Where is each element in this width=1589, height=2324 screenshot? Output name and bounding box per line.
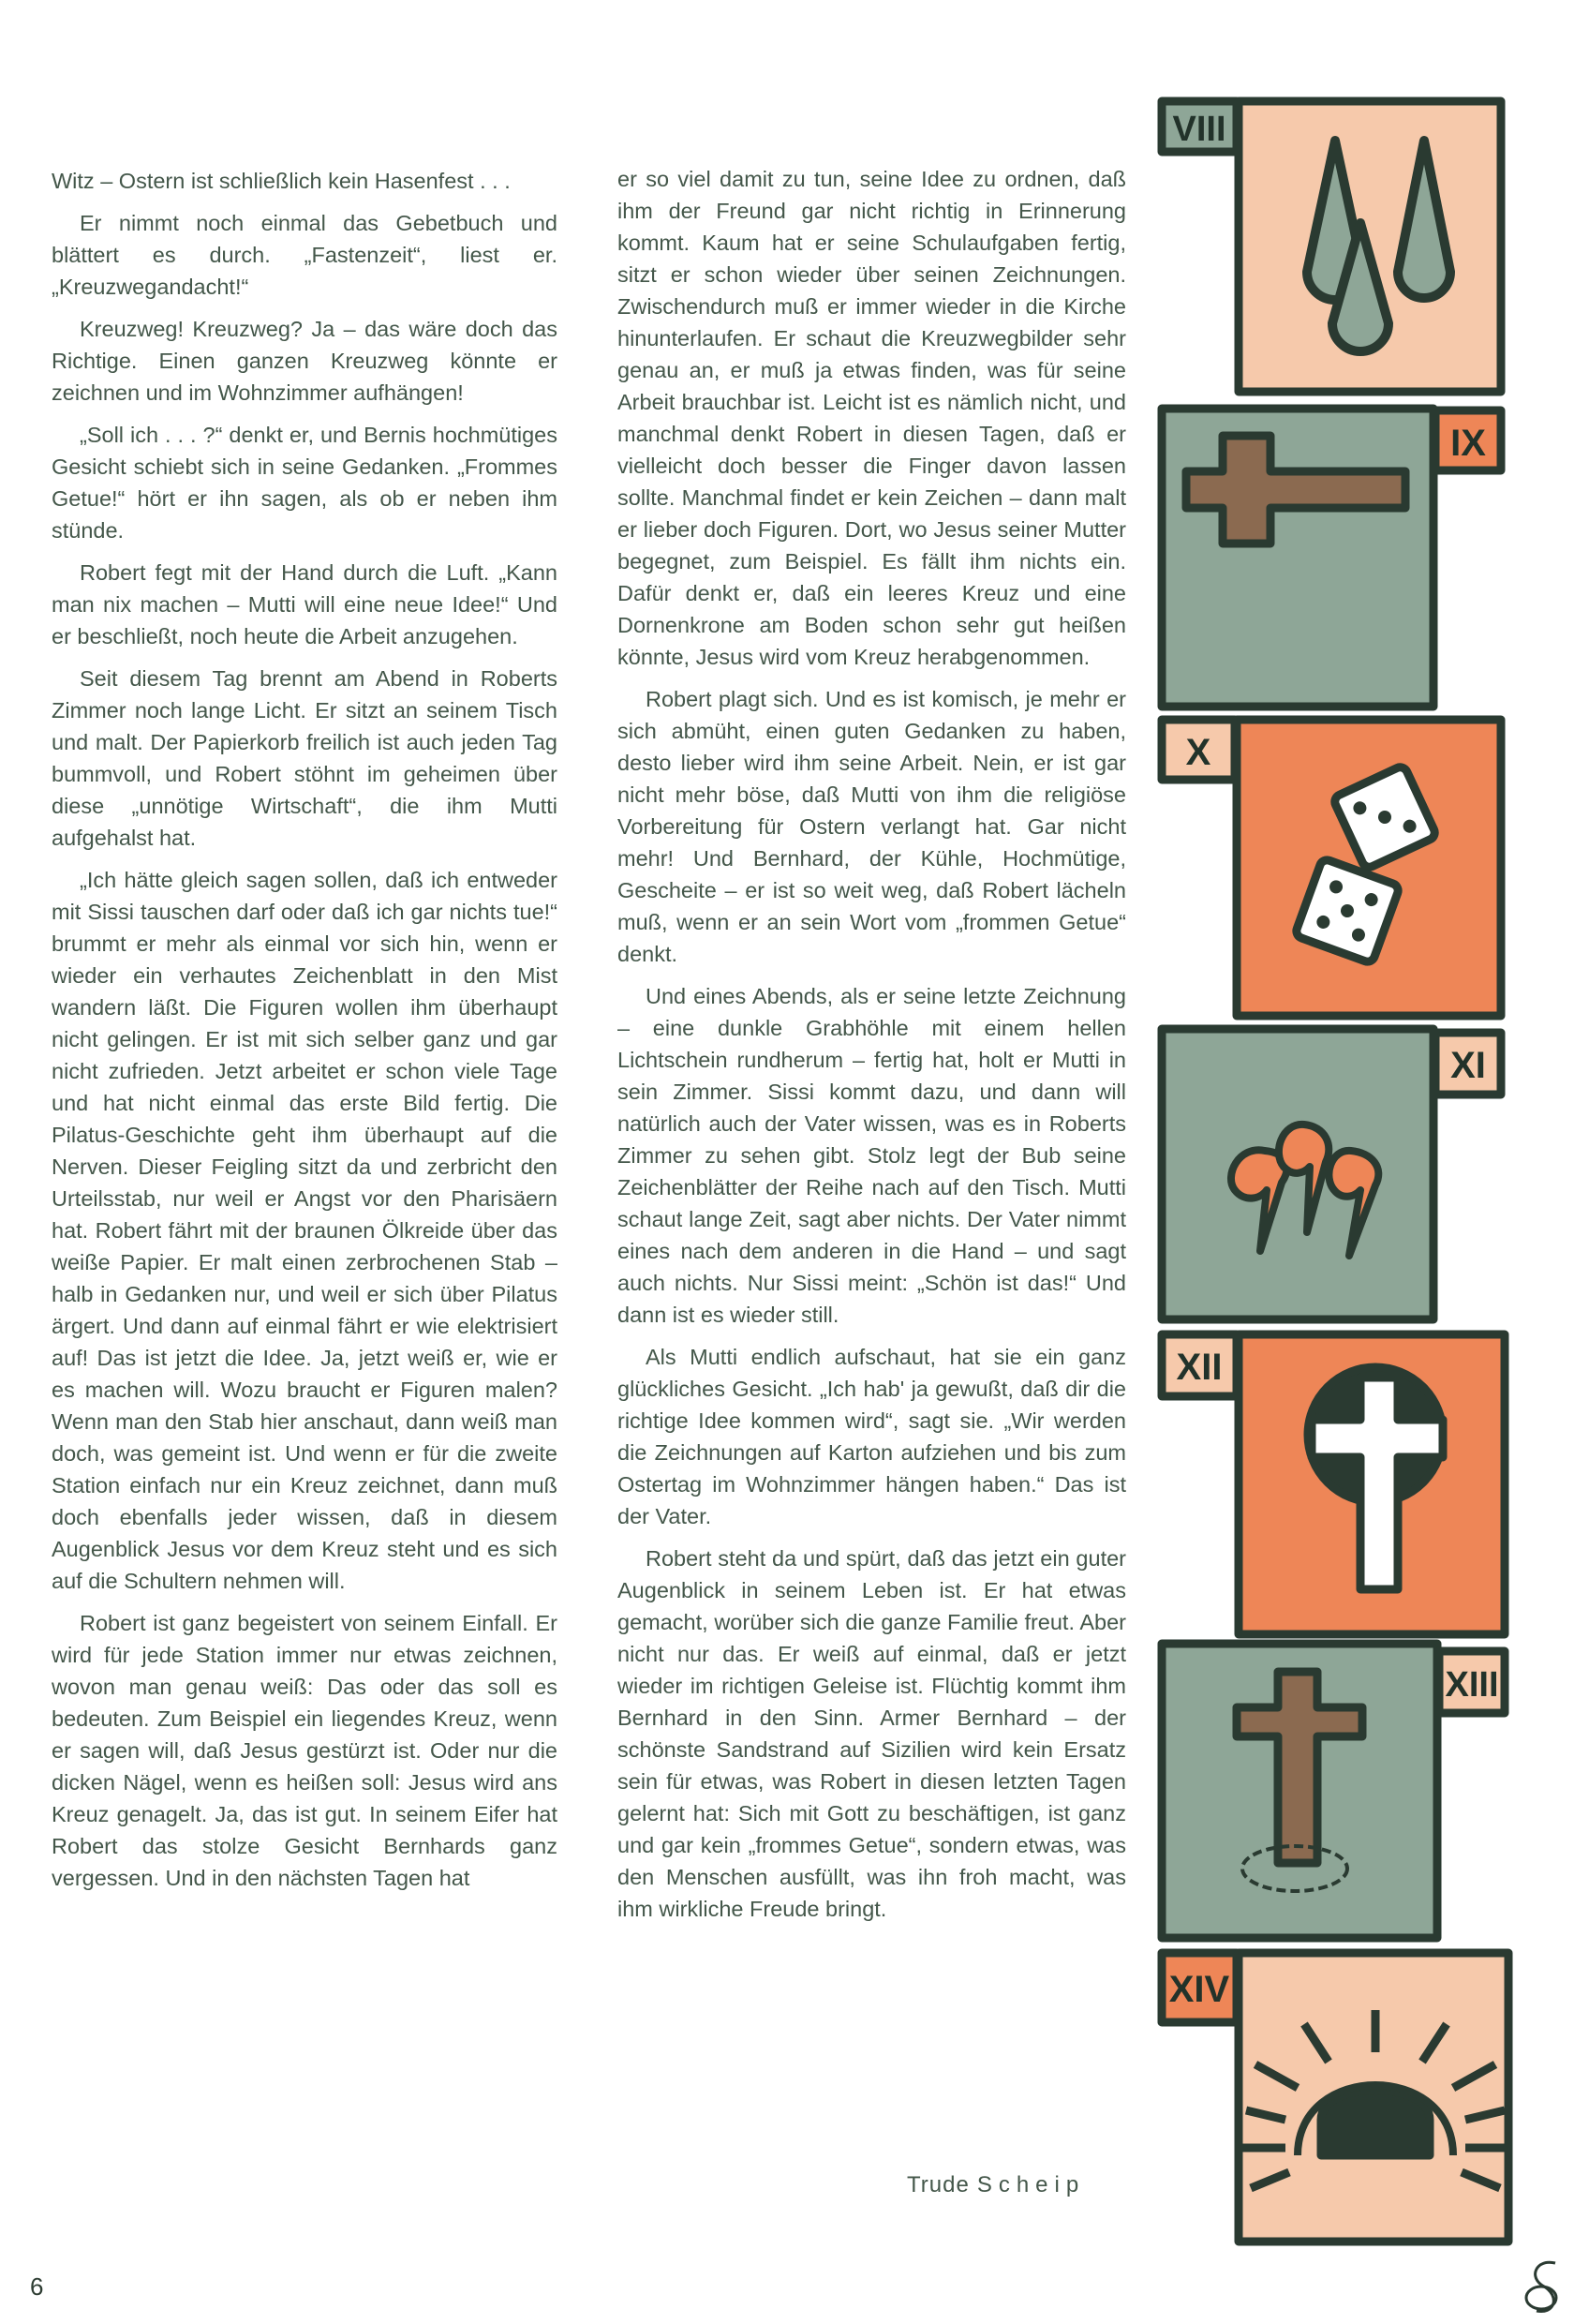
paragraph: Und eines Abends, als er seine letzte Zeichnung – eine dunkle Grabhöhle mit einem hellen Lichtschein rundherum – fertig hat, holt er Mutti in sein Zimmer. Sissi kommt dazu, und dann will natürlich auch der Vater wissen, was es in Roberts Zimmer zu sehen gibt. Stolz legt der Bub seine Zeichenblätter der Reihe nach auf den Tisch. Mutti schaut lange Zeit, sagt aber nichts. Der Vater nimmt eines nach dem anderen in die Hand – und sagt auch nichts. Nur Sissi meint: „Schön ist das!“ Und dann ist es wieder still. [617,984,1126,1327]
station-x [1162,720,1501,1016]
station-numeral: VIII [1172,110,1226,149]
station-numeral: XI [1450,1045,1486,1086]
station-numeral: XIII [1445,1665,1499,1705]
station-xii [1162,1334,1505,1634]
paragraph: „Soll ich . . . ?“ denkt er, und Bernis hochmütiges Gesicht schiebt sich in seine Gedanken. „Frommes Getue!“ hört er ihn sagen, als ob er neben ihm stünde. [52,423,557,543]
station-ix [1162,409,1501,707]
paragraph: er so viel damit zu tun, seine Idee zu ordnen, daß ihm der Freund gar nicht richtig in Erinnerung kommt. Kaum hat er seine Schulaufgaben fertig, sitzt er schon wieder über seinen Zeichnungen. Zwischendurch muß er immer wieder in die Kirche hinunterlaufen. Er schaut die Kreuzwegbilder sehr genau an, er muß ja etwas finden, was für seine Arbeit brauchbar ist. Leicht ist es nämlich nicht, und manchmal denkt Robert in diesen Tagen, daß er vielleicht doch besser die Finger davon lassen sollte. Manchmal findet er kein Zeichen – dann malt er lieber doch Figuren. Dort, wo Jesus seiner Mutter begegnet, zum Beispiel. Es fällt ihm nichts ein. Dafür denkt er, daß ein leeres Kreuz und eine Dornenkrone am Boden schon sehr gut heißen könnte, Jesus wird vom Kreuz herabgenommen. [617,167,1126,669]
station-numeral: XII [1176,1347,1223,1388]
paragraph: Als Mutti endlich aufschaut, hat sie ein ganz glückliches Gesicht. „Ich hab' ja gewußt, daß dir die richtige Idee kommen wird“, sagt sie. „Wir werden die Zeichnungen auf Karton aufziehen und bis zum Ostertag im Wohnzimmer hängen haben.“ Das ist der Vater. [617,1345,1126,1528]
station-numeral: IX [1450,423,1486,464]
page-number: 6 [30,2272,44,2301]
paragraph: Kreuzweg! Kreuzweg? Ja – das wäre doch das Richtige. Einen ganzen Kreuzweg könnte er zeichnen und im Wohnzimmer aufhängen! [52,317,557,405]
station-viii [1162,101,1501,392]
paragraph: Seit diesem Tag brennt am Abend in Roberts Zimmer noch lange Licht. Er sitzt an seinem Tisch und malt. Der Papierkorb freilich ist auch jeden Tag bummvoll, und Robert stöhnt im geheimen über diese „unnötige Wirtschaft“, die ihm Mutti aufgehalst hat. [52,666,557,850]
station-xiii [1162,1644,1505,1938]
station-numeral: XIV [1168,1969,1230,2010]
paragraph: Robert plagt sich. Und es ist komisch, je mehr er sich abmüht, einen guten Gedanken zu haben, desto lieber wird ihm seine Arbeit. Nein, er ist gar nicht mehr böse, daß Mutti von ihm die religiöse Vorbereitung für Ostern verlangt hat. Gar nicht mehr! Und Bernhard, der Kühle, Hochmütige, Gescheite – er ist so weit weg, daß Robert lächeln muß, wenn er an sein Wort vom „frommen Getue“ denkt. [617,687,1126,966]
paragraph: Er nimmt noch einmal das Gebetbuch und blättert es durch. „Fastenzeit“, liest er. „Kreuzwegandacht!“ [52,211,557,299]
author-first-name: Trude [907,2172,970,2197]
paragraph: „Ich hätte gleich sagen sollen, daß ich entweder mit Sissi tauschen darf oder daß ich gar nichts tue!“ brummt er mehr als einmal vor sich hin, wenn er wieder ein verhautes Zeichenblatt in den Mist wandern läßt. Die Figuren wollen ihm überhaupt nicht gelingen. Er ist mit sich selber ganz und gar nicht zufrieden. Jetzt arbeitet er schon viele Tage und hat nicht einmal das erste Bild fertig. Die Pilatus-Geschichte geht ihm überhaupt auf die Nerven. Dieser Feigling sitzt da und zerbricht den Urteilsstab, nur weil er Angst vor den Pharisäern hat. Robert fährt mit der braunen Ölkreide über das weiße Papier. Er malt einen zerbrochenen Stab – halb in Gedanken nur, und weil er sich über Pilatus ärgert. Und dann auf einmal fährt er wie elektrisiert auf! Das ist jetzt die Idee. Ja, jetzt weiß er, wie er es machen will. Wozu braucht er Figuren malen? Wenn man den Stab hier anschaut, dann weiß man doch, was gemeint ist. Und wenn er für die zweite Station einfach nur ein Kreuz zeichnet, dann muß doch ebenfalls jeder wissen, daß in diesem Augenblick Jesus vor dem Kreuz steht und es sich auf die Schultern nehmen will. [52,868,557,1593]
station-numeral: X [1185,732,1211,773]
paragraph: Robert steht da und spürt, daß das jetzt ein guter Augenblick in seinem Leben ist. Er hat etwas gemacht, worüber sich die ganze Familie freut. Aber nicht nur das. Er weiß auf einmal, daß er jetzt wieder im richtigen Geleise ist. Flüchtig kommt ihm Bernhard in den Sinn. Armer Bernhard – der schönste Sandstrand auf Sizilien wird kein Ersatz sein für etwas, was Robert in diesen letzten Tagen gelernt hat: Sich mit Gott zu beschäftigen, ist ganz und gar kein „frommes Getue“, sondern etwas, was den Menschen ausfüllt, was ihn froh macht, was ihm wirkliche Freude bringt. [617,1546,1126,1921]
paragraph: Robert ist ganz begeistert von seinem Einfall. Er wird für jede Station immer nur etwas zeichnen, wovon man genau weiß: Das oder das soll es bedeuten. Zum Beispiel ein liegendes Kreuz, wenn er sagen will, daß Jesus gestürzt ist. Oder nur die dicken Nägel, wenn es heißen soll: Jesus wird ans Kreuz genagelt. Ja, das ist gut. In seinem Eifer hat Robert das stolze Gesicht Bernhards ganz vergessen. Und in den nächsten Tagen hat [52,1611,557,1890]
author-last-name: Scheip [976,2172,1086,2197]
station-xi [1162,1029,1501,1319]
station-xiv [1162,1953,1509,2242]
paragraph: Witz – Ostern ist schließlich kein Hasenfest . . . [52,169,511,193]
artist-monogram [1526,2262,1556,2311]
paragraph: Robert fegt mit der Hand durch die Luft. „Kann man nix machen – Mutti will eine neue Idee!“ Und er beschließt, noch heute die Arbeit anzugehen. [52,560,557,648]
